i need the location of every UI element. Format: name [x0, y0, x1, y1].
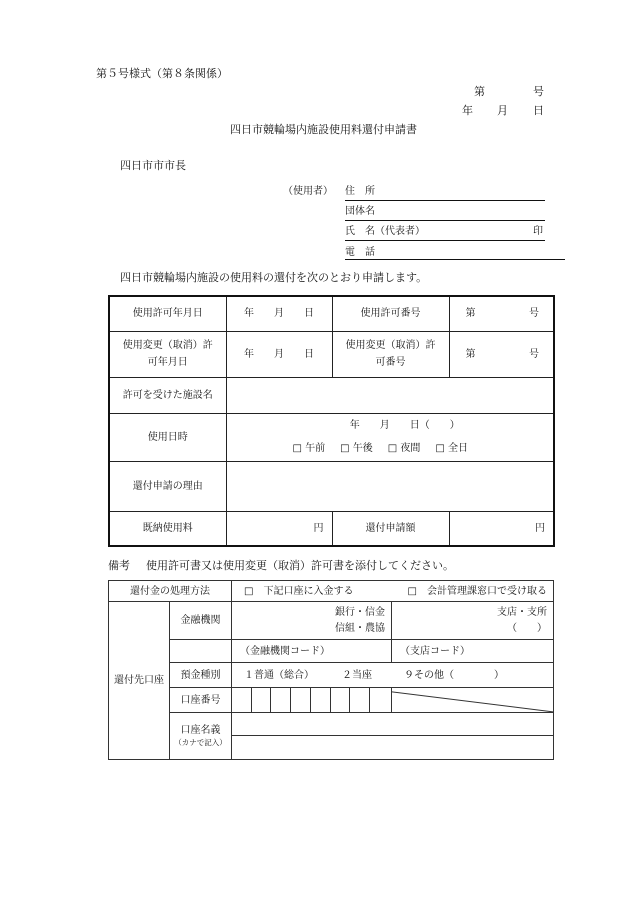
account-number-label: 口座番号 [170, 688, 232, 713]
doc-number-dai: 第 [474, 85, 485, 98]
permit-number-label: 使用許可番号 [332, 296, 449, 331]
organization-line [345, 220, 545, 221]
permit-number-dai: 第 [465, 308, 476, 320]
method-deposit-checkbox[interactable]: □ 下記口座に入金する [244, 585, 354, 597]
use-date-label: 使用日時 [109, 413, 226, 461]
application-table [108, 295, 555, 547]
bank-name-field[interactable] [232, 602, 392, 640]
bank-code-field[interactable]: （金融機関コード） [232, 640, 392, 663]
reason-field[interactable] [226, 461, 554, 511]
branch-code-field[interactable]: （支店コード） [392, 640, 554, 663]
change-date-label [109, 331, 226, 377]
account-name-row1[interactable] [232, 713, 554, 736]
account-name-label-cell [170, 713, 232, 760]
applicant-label: （使用者） [283, 186, 333, 197]
change-number-go: 号 [529, 348, 539, 360]
change-number-label-line1: 使用変更（取消）許 [345, 340, 436, 351]
method-counter-checkbox[interactable]: □ 会計管理課窓口で受け取る [407, 585, 547, 597]
change-date-field[interactable]: 年 月 日 [226, 331, 332, 377]
refund-account-table [108, 580, 554, 760]
account-number-boxes[interactable] [232, 688, 392, 713]
phone-label: 電 話 [345, 247, 375, 258]
reason-label: 還付申請の理由 [109, 461, 226, 511]
use-date-field[interactable] [226, 413, 554, 461]
date-day: 日 [533, 104, 544, 117]
unused-diagonal [392, 688, 554, 713]
period-afternoon-checkbox[interactable]: □ 午後 [340, 443, 373, 454]
paid-fee-label: 既納使用料 [109, 511, 226, 546]
change-date-label-line1: 使用変更（取消）許 [122, 340, 213, 351]
account-name-label: 口座名義 [180, 724, 221, 736]
form-number: 第５号様式（第８条関係） [96, 67, 228, 80]
date-year: 年 [462, 104, 473, 117]
account-number-unused [392, 688, 554, 713]
period-morning-checkbox[interactable]: □ 午前 [292, 443, 326, 454]
organization-label: 団体名 [345, 206, 375, 217]
facility-field[interactable] [226, 377, 554, 413]
remarks-label: 備考 [108, 559, 130, 572]
account-name-row2[interactable] [232, 736, 554, 760]
use-date-value: 年 月 日（ ） [349, 420, 460, 431]
period-allday-checkbox[interactable]: □ 全日 [435, 443, 469, 454]
doc-number-go: 号 [533, 85, 544, 98]
account-name-note: （カナで記入） [174, 737, 227, 747]
refund-amount-field[interactable]: 円 [449, 511, 554, 546]
name-line [345, 240, 545, 241]
remarks-text: 使用許可書又は使用変更（取消）許可書を添付してください。 [146, 559, 454, 572]
date-month: 月 [497, 104, 508, 117]
branch-paren: （ ） [507, 622, 547, 634]
intro-text: 四日市競輪場内施設の使用料の還付を次のとおり申請します。 [120, 271, 428, 284]
permit-number-go: 号 [529, 308, 539, 320]
permit-date-label: 使用許可年月日 [109, 296, 226, 331]
deposit-type-label: 預金種別 [170, 663, 232, 688]
permit-number-field[interactable] [449, 296, 554, 331]
bank-label: 金融機関 [170, 602, 232, 640]
name-label: 氏 名（代表者） [345, 226, 425, 237]
branch-type: 支店・支所 [497, 607, 547, 618]
addressee: 四日市市市長 [120, 159, 186, 172]
change-number-label [332, 331, 449, 377]
facility-label: 許可を受けた施設名 [109, 377, 226, 413]
seal-mark: 印 [533, 226, 543, 237]
bank-label-spacer [170, 640, 232, 663]
deposit-type-options [232, 663, 554, 688]
deposit-other[interactable]: ９その他（ ） [404, 669, 504, 681]
deposit-checking[interactable]: ２当座 [342, 669, 372, 681]
branch-name-field[interactable] [392, 602, 554, 640]
address-line [345, 200, 545, 201]
method-label: 還付金の処理方法 [109, 581, 232, 602]
change-number-field[interactable] [449, 331, 554, 377]
period-night-checkbox[interactable]: □ 夜間 [387, 443, 421, 454]
method-options [232, 581, 554, 602]
refund-amount-label: 還付申請額 [332, 511, 449, 546]
paid-fee-field[interactable]: 円 [226, 511, 332, 546]
change-number-label-line2: 可番号 [375, 357, 406, 368]
account-label: 還付先口座 [109, 602, 170, 760]
change-number-dai: 第 [465, 348, 476, 360]
document-title: 四日市競輪場内施設使用料還付申請書 [230, 123, 417, 136]
bank-type-2: 信組・農協 [335, 622, 385, 634]
permit-date-field[interactable]: 年 月 日 [226, 296, 332, 331]
change-date-label-line2: 可年月日 [147, 357, 188, 368]
address-label: 住 所 [345, 186, 375, 197]
bank-type-1: 銀行・信金 [335, 607, 385, 618]
deposit-ordinary[interactable]: １普通（総合） [244, 669, 314, 681]
phone-line [345, 259, 565, 260]
